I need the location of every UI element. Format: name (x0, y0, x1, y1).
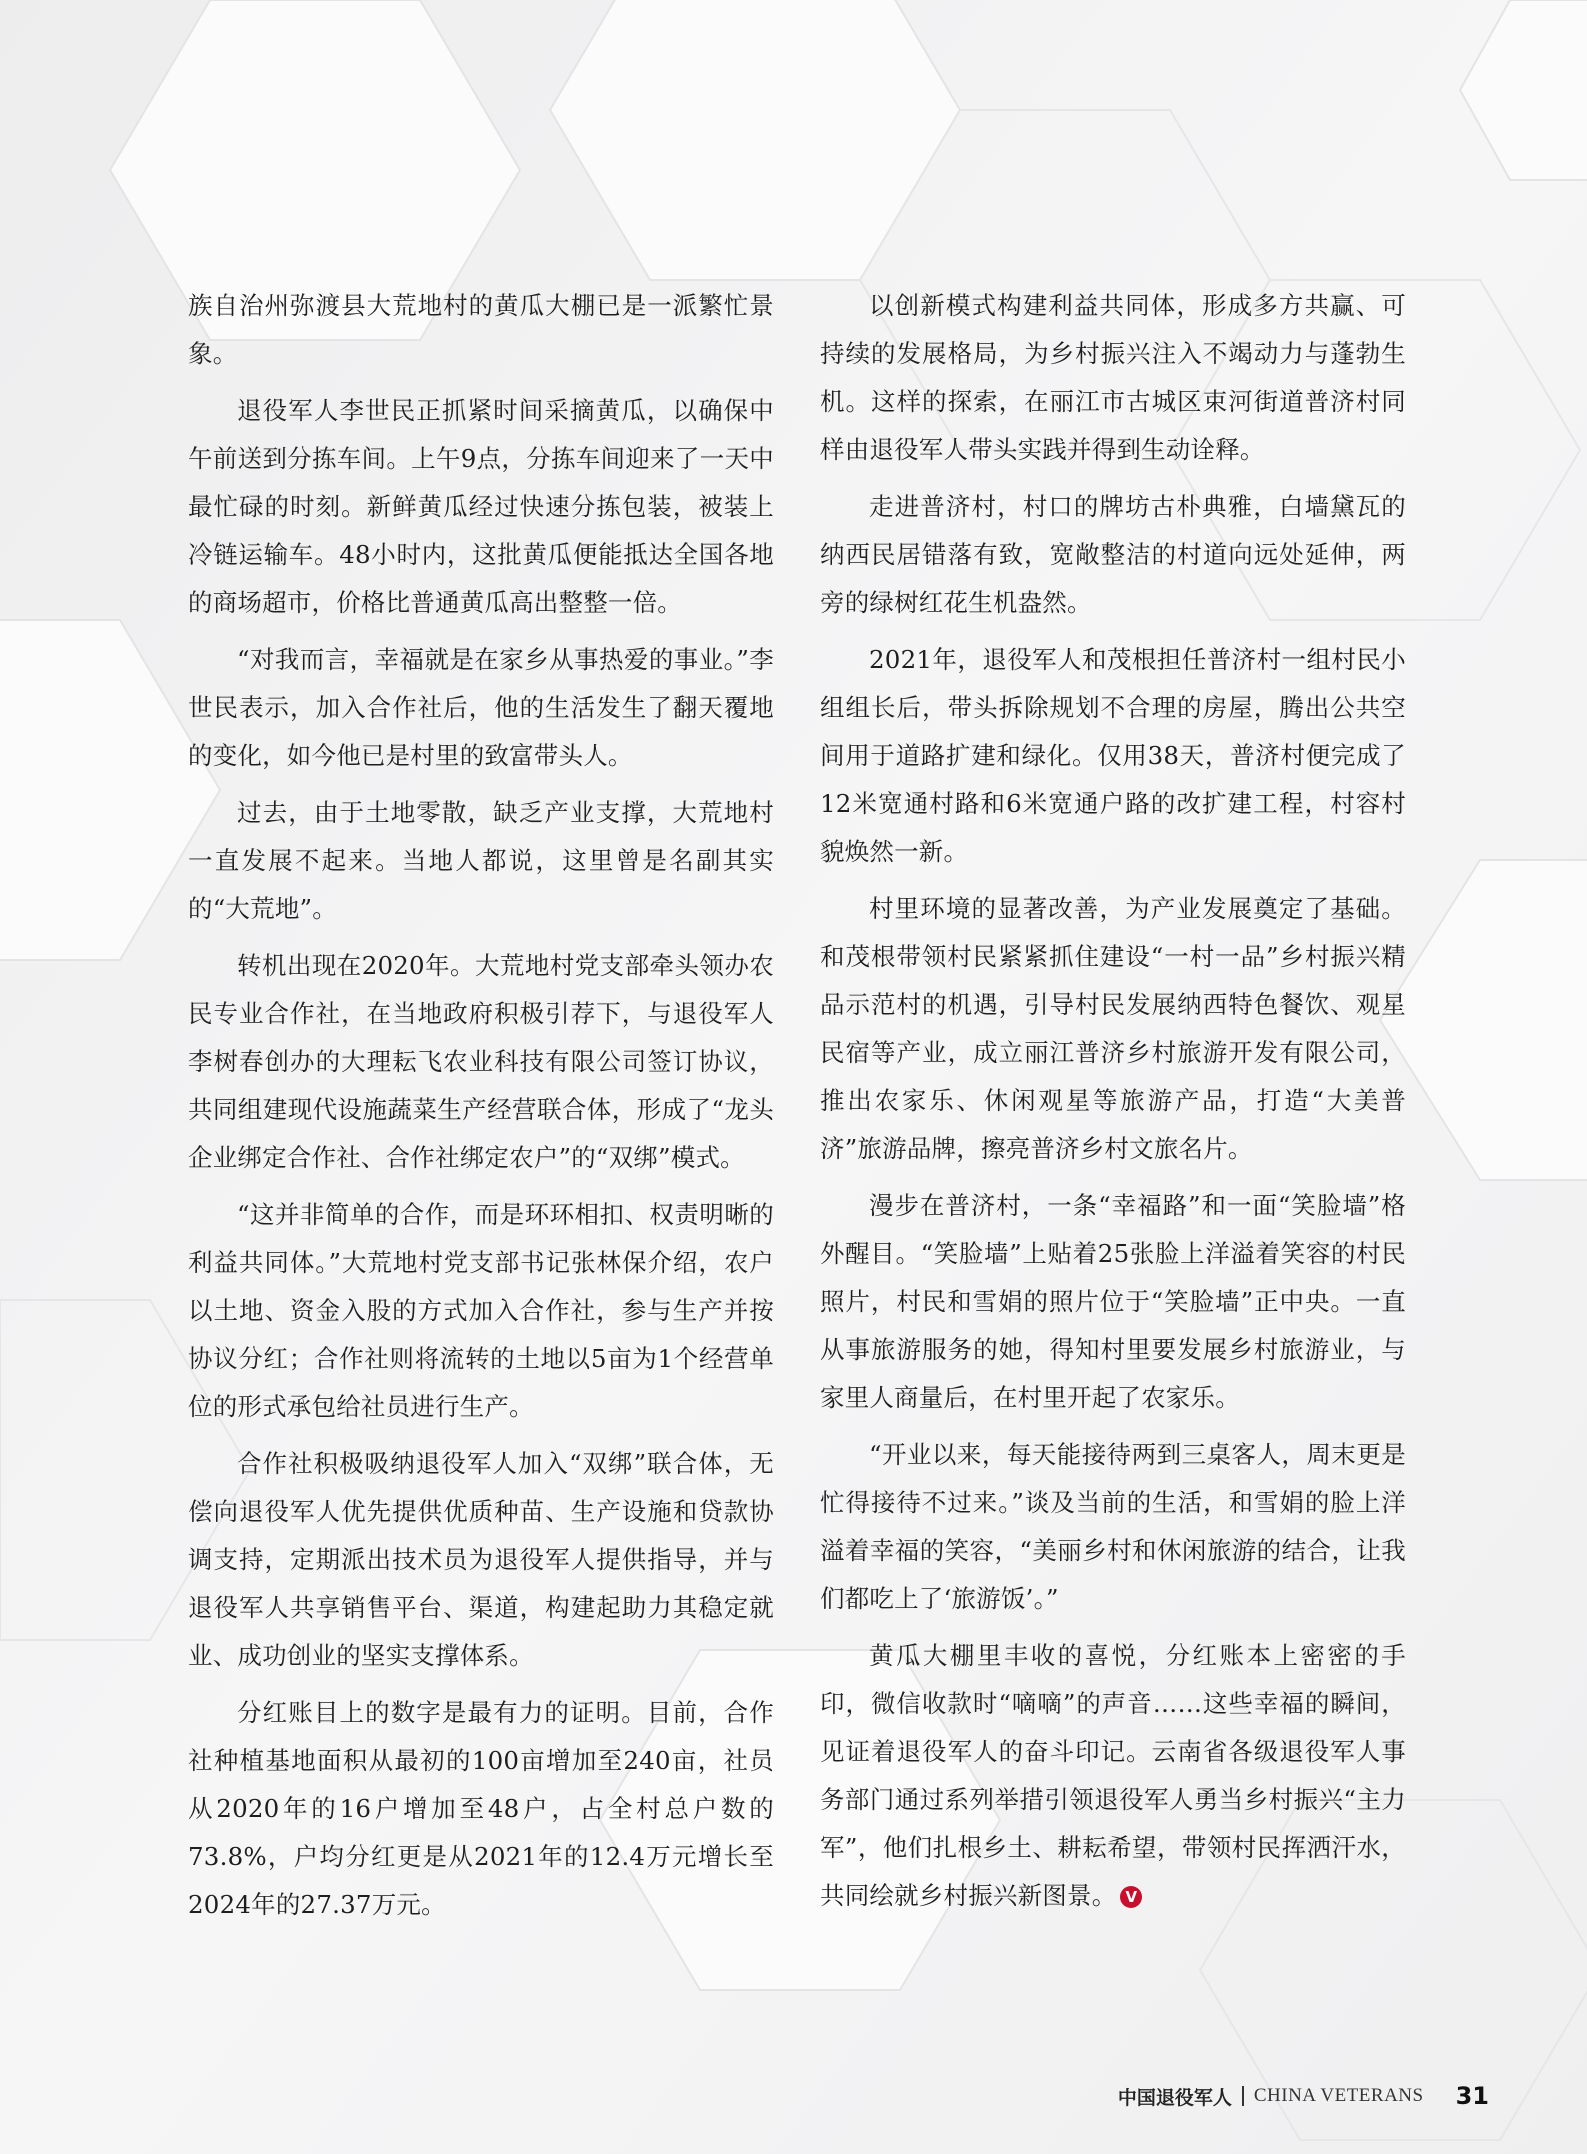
paragraph-text: 转机出现在2020年。大荒地村党支部牵头领办农民专业合作社，在当地政府积极引荐下，与退役军人李树春创办的大理耘飞农业科技有限公司签订协议，共同组建现代设施蔬菜生产经营联合体，形成了“龙头企业绑定合作社、合作社绑定农户”的“双绑”模式。 (188, 951, 774, 1172)
paragraph-text: “对我而言，幸福就是在家乡从事热爱的事业。”李世民表示，加入合作社后，他的生活发生了翻天覆地的变化，如今他已是村里的致富带头人。 (188, 645, 774, 770)
article-paragraph (820, 636, 1406, 876)
magazine-title-en: CHINA VETERANS (1253, 2085, 1424, 2106)
article-paragraph (188, 1689, 774, 1929)
paragraph-text: 漫步在普济村，一条“幸福路”和一面“笑脸墙”格外醒目。“笑脸墙”上贴着25张脸上洋溢着笑容的村民照片，村民和雪娟的照片位于“笑脸墙”正中央。一直从事旅游服务的她，得知村里要发展乡村旅游业，与家里人商量后，在村里开起了农家乐。 (820, 1191, 1406, 1412)
paragraph-text: 族自治州弥渡县大荒地村的黄瓜大棚已是一派繁忙景象。 (188, 291, 774, 368)
article-paragraph (820, 885, 1406, 1173)
page-footer (1118, 2078, 1489, 2114)
veterans-v-logo-icon: V (1120, 1886, 1142, 1908)
article-paragraph (820, 1182, 1406, 1422)
paragraph-text: 退役军人李世民正抓紧时间采摘黄瓜，以确保中午前送到分拣车间。上午9点，分拣车间迎来了一天中最忙碌的时刻。新鲜黄瓜经过快速分拣包装，被装上冷链运输车。48小时内，这批黄瓜便能抵达全国各地的商场超市，价格比普通黄瓜高出整整一倍。 (188, 396, 774, 617)
magazine-title-cn: 中国退役军人 (1117, 2086, 1232, 2109)
paragraph-text: 分红账目上的数字是最有力的证明。目前，合作社种植基地面积从最初的100亩增加至240亩，社员从2020年的16户增加至48户，占全村总户数的73.8%，户均分红更是从2021年的12.4万元增长至2024年的27.37万元。 (188, 1698, 774, 1919)
footer-divider (1242, 2086, 1244, 2106)
article-paragraph (820, 1431, 1406, 1623)
paragraph-text: 过去，由于土地零散，缺乏产业支撑，大荒地村一直发展不起来。当地人都说，这里曾是名副其实的“大荒地”。 (188, 798, 774, 923)
paragraph-text: “开业以来，每天能接待两到三桌客人，周末更是忙得接待不过来。”谈及当前的生活，和雪娟的脸上洋溢着幸福的笑容，“美丽乡村和休闲旅游的结合，让我们都吃上了‘旅游饭’。” (820, 1440, 1406, 1613)
paragraph-text: 黄瓜大棚里丰收的喜悦，分红账本上密密的手印，微信收款时“嘀嘀”的声音……这些幸福的瞬间，见证着退役军人的奋斗印记。云南省各级退役军人事务部门通过系列举措引领退役军人勇当乡村振兴“主力军”，他们扎根乡土、耕耘希望，带领村民挥洒汗水，共同绘就乡村振兴新图景。 (820, 1641, 1406, 1910)
paragraph-text: “这并非简单的合作，而是环环相扣、权责明晰的利益共同体。”大荒地村党支部书记张林保介绍，农户以土地、资金入股的方式加入合作社，参与生产并按协议分红；合作社则将流转的土地以5亩为1个经营单位的形式承包给社员进行生产。 (188, 1200, 774, 1421)
article-right-column (820, 282, 1406, 1929)
article-paragraph (188, 282, 774, 378)
article-paragraph (188, 636, 774, 780)
paragraph-text: 村里环境的显著改善，为产业发展奠定了基础。和茂根带领村民紧紧抓住建设“一村一品”乡村振兴精品示范村的机遇，引导村民发展纳西特色餐饮、观星民宿等产业，成立丽江普济乡村旅游开发有限公司，推出农家乐、休闲观星等旅游产品，打造“大美普济”旅游品牌，擦亮普济乡村文旅名片。 (820, 894, 1406, 1163)
article-paragraph (820, 1632, 1406, 1920)
paragraph-text: 走进普济村，村口的牌坊古朴典雅，白墙黛瓦的纳西民居错落有致，宽敞整洁的村道向远处延伸，两旁的绿树红花生机盎然。 (820, 492, 1406, 617)
article-paragraph (188, 789, 774, 933)
article-paragraph (820, 483, 1406, 627)
paragraph-text: 2021年，退役军人和茂根担任普济村一组村民小组组长后，带头拆除规划不合理的房屋，腾出公共空间用于道路扩建和绿化。仅用38天，普济村便完成了12米宽通村路和6米宽通户路的改扩建工程，村容村貌焕然一新。 (820, 645, 1406, 866)
paragraph-text: 合作社积极吸纳退役军人加入“双绑”联合体，无偿向退役军人优先提供优质种苗、生产设施和贷款协调支持，定期派出技术员为退役军人提供指导，并与退役军人共享销售平台、渠道，构建起助力其稳定就业、成功创业的坚实支撑体系。 (188, 1449, 774, 1670)
page-number: 31 (1455, 2082, 1489, 2110)
article-paragraph (188, 1440, 774, 1680)
article-paragraph (188, 1191, 774, 1431)
article-paragraph (188, 942, 774, 1182)
article-paragraph (188, 387, 774, 627)
article-paragraph (820, 282, 1406, 474)
article-left-column (188, 282, 774, 1938)
paragraph-text: 以创新模式构建利益共同体，形成多方共赢、可持续的发展格局，为乡村振兴注入不竭动力与蓬勃生机。这样的探索，在丽江市古城区束河街道普济村同样由退役军人带头实践并得到生动诠释。 (820, 291, 1406, 464)
